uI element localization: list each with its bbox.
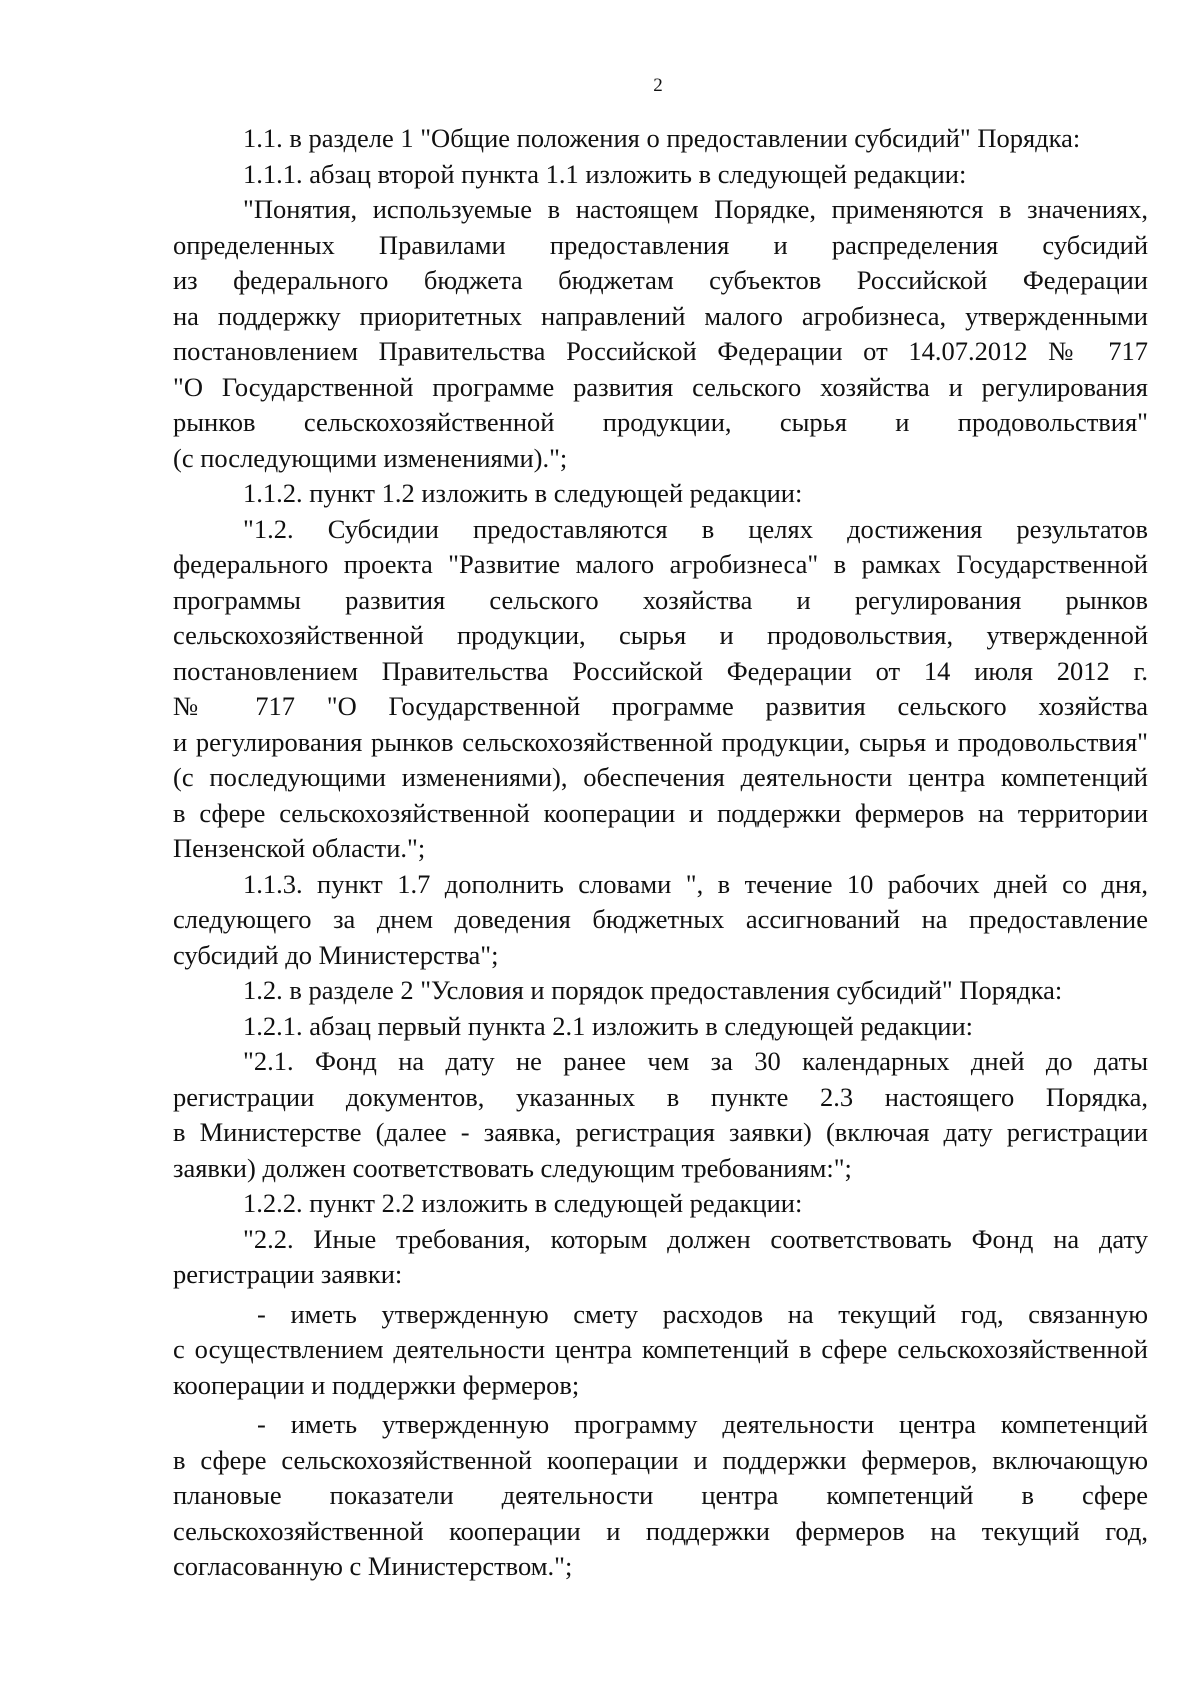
text-line: (с последующими изменениями), обеспечения деятельности центра компетенций <box>173 762 1148 792</box>
paragraph <box>173 476 1148 512</box>
paragraph <box>173 973 1148 1009</box>
text-line: - иметь утвержденную программу деятельности центра компетенций <box>257 1409 1148 1439</box>
paragraph <box>173 1297 1148 1404</box>
page-number: 2 <box>653 75 663 96</box>
paragraph <box>173 1222 1148 1293</box>
document-body <box>173 121 1148 1585</box>
paragraph <box>173 157 1148 193</box>
paragraph <box>173 1186 1148 1222</box>
text-line: регистрации заявки: <box>173 1259 403 1289</box>
text-line: 1.1.3. пункт 1.7 дополнить словами ", в течение 10 рабочих дней со дня, <box>243 868 1148 899</box>
text-line: сельскохозяйственной кооперации и поддержки фермеров на текущий год, <box>173 1515 1148 1546</box>
text-line: в сфере сельскохозяйственной кооперации и поддержки фермеров, включающую <box>173 1444 1148 1475</box>
paragraph <box>173 1009 1148 1045</box>
text-line: рынков сельскохозяйственной продукции, сырья и продовольствия" <box>173 407 1148 437</box>
text-line: "2.1. Фонд на дату не ранее чем за 30 календарных дней до даты <box>243 1046 1148 1076</box>
text-line: "Понятия, используемые в настоящем Порядке, применяются в значениях, <box>243 194 1148 224</box>
text-line: (с последующими изменениями)."; <box>173 442 568 473</box>
text-line: программы развития сельского хозяйства и регулирования рынков <box>173 584 1148 615</box>
paragraph <box>173 512 1148 867</box>
text-line: постановлением Правительства Российской Федерации от 14 июля 2012 г. <box>173 655 1148 686</box>
text-line: заявки) должен соответствовать следующим требованиям:"; <box>173 1152 852 1183</box>
text-line: согласованную с Министерством."; <box>173 1551 573 1581</box>
text-line: 1.1.1. абзац второй пункта 1.1 изложить в следующей редакции: <box>243 158 967 189</box>
text-line: в Министерстве (далее - заявка, регистрация заявки) (включая дату регистрации <box>173 1117 1148 1147</box>
text-line: "1.2. Субсидии предоставляются в целях достижения результатов <box>243 513 1148 544</box>
text-line: кооперации и поддержки фермеров; <box>173 1369 580 1400</box>
text-line: на поддержку приоритетных направлений малого агробизнеса, утвержденными <box>173 300 1148 331</box>
paragraph <box>173 867 1148 974</box>
paragraph <box>173 1044 1148 1186</box>
text-line: постановлением Правительства Российской Федерации от 14.07.2012 № 717 <box>173 336 1148 366</box>
text-line: "2.2. Иные требования, которым должен соответствовать Фонд на дату <box>243 1223 1148 1254</box>
text-line: "О Государственной программе развития сельского хозяйства и регулирования <box>173 371 1148 402</box>
text-line: субсидий до Министерства"; <box>173 939 499 970</box>
text-line: следующего за днем доведения бюджетных ассигнований на предоставление <box>173 904 1148 934</box>
text-line: в сфере сельскохозяйственной кооперации и поддержки фермеров на территории <box>173 797 1148 828</box>
paragraph <box>173 192 1148 476</box>
text-line: из федерального бюджета бюджетам субъектов Российской Федерации <box>173 265 1148 295</box>
text-line: Пензенской области."; <box>173 833 426 863</box>
text-line: 1.2.2. пункт 2.2 изложить в следующей редакции: <box>243 1188 803 1218</box>
text-line: 1.2. в разделе 2 "Условия и порядок предоставления субсидий" Порядка: <box>243 975 1063 1005</box>
text-line: определенных Правилами предоставления и распределения субсидий <box>173 229 1148 260</box>
text-line: плановые показатели деятельности центра компетенций в сфере <box>173 1480 1148 1510</box>
text-line: 1.2.1. абзац первый пункта 2.1 изложить в следующей редакции: <box>243 1010 974 1041</box>
paragraph <box>173 121 1148 157</box>
text-line: - иметь утвержденную смету расходов на текущий год, связанную <box>257 1298 1148 1329</box>
text-line: 1.1.2. пункт 1.2 изложить в следующей редакции: <box>243 478 803 508</box>
text-line: и регулирования рынков сельскохозяйственной продукции, сырья и продовольствия" <box>173 726 1148 757</box>
text-line: федерального проекта "Развитие малого агробизнеса" в рамках Государственной <box>173 549 1148 579</box>
paragraph <box>173 1407 1148 1585</box>
text-line: с осуществлением деятельности центра компетенций в сфере сельскохозяйственной <box>173 1334 1148 1364</box>
text-line: 1.1. в разделе 1 "Общие положения о предоставлении субсидий" Порядка: <box>243 123 1081 153</box>
text-line: № 717 "О Государственной программе развития сельского хозяйства <box>173 691 1148 721</box>
text-line: сельскохозяйственной продукции, сырья и продовольствия, утвержденной <box>173 620 1148 650</box>
text-line: регистрации документов, указанных в пункте 2.3 настоящего Порядка, <box>173 1081 1148 1112</box>
